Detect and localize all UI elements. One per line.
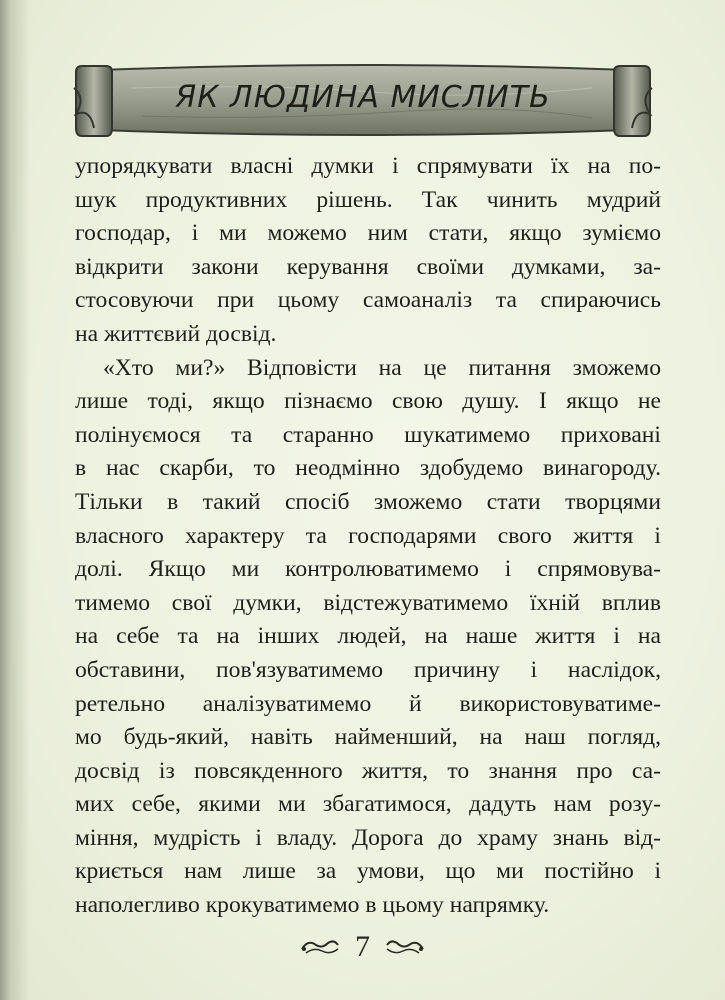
text-line: стосовуючи при цьому самоаналіз та спираючись [75,287,661,314]
text-line: упорядкувати власні думки і спрямувати їх на по- [75,153,661,179]
text-line: лише тоді, якщо пізнаємо свою душу. І якщо не [75,388,661,415]
text-line: ретельно аналізуватимемо й використовуватиме- [75,690,661,717]
text-line: досвід із повсякденного життя, то знання про са- [75,757,661,784]
page-binding-shadow [0,0,30,1000]
text-line: мих себе, якими ми збагатимося, дадуть нам розу- [75,791,661,818]
text-line: мо будь-який, навіть найменший, на наш погляд, [75,724,661,751]
text-line: в нас скарби, то неодмінно здобудемо винагороду. [75,455,661,482]
text-line: власного характеру та господарями свого життя і [75,522,661,549]
text-line: тимемо свої думки, відстежуватимемо їхній вплив [75,589,661,616]
text-line: міння, мудрість і владу. Дорога до храму знань від- [75,824,661,851]
text-line: господар, і ми можемо ним стати, якщо зуміємо [75,220,661,247]
chapter-title: ЯК ЛЮДИНА МИСЛИТЬ [175,80,551,115]
text-line: на життєвий досвід. [75,320,277,347]
left-flourish-icon [300,937,340,957]
text-line: криється нам лише за умови, що ми постійно і [75,858,661,885]
text-line: відкрити закони керування своїми думками, за- [75,253,661,280]
text-line: шук продуктивних рішень. Так чинить мудрий [75,186,661,213]
text-line: Тільки в такий спосіб зможемо стати творцями [75,488,661,515]
chapter-header-banner [72,58,654,144]
text-line: полінуємося та старанно шукатимемо приховані [75,421,661,448]
text-line: наполегливо крокуватимемо в цьому напрямку. [75,892,550,919]
right-flourish-icon [385,937,425,957]
text-line: на себе та на інших людей, на наше життя і на [75,623,661,650]
text-line: долі. Якщо ми контролюватимемо і спрямовува- [75,556,661,583]
body-text [75,150,661,923]
page-footer [0,930,725,970]
text-line: «Хто ми?» Відповісти на це питання зможемо [103,354,661,381]
text-line: обставини, пов'язуватимемо причину і наслідок, [75,656,661,683]
page-number: 7 [355,930,370,963]
